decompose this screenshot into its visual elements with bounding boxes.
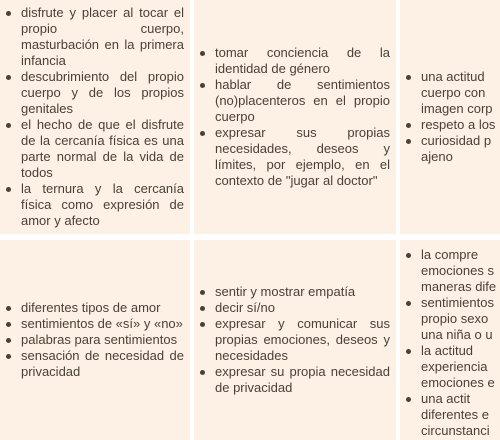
- list-item: disfrute y placer al tocar el propio cuerpo, masturbación en la primera infancia: [21, 5, 190, 69]
- line: una niña o u: [421, 327, 493, 342]
- cell-row2-col1: [0, 240, 190, 440]
- list-item: hablar de sentimientos (no)placenteros en el propio cuerpo: [215, 77, 396, 125]
- list-item: [421, 133, 500, 165]
- line: experiencia: [421, 359, 488, 374]
- line: la compre: [421, 247, 479, 262]
- list-item: expresar y comunicar sus propias emociones, deseos y necesidades: [215, 316, 396, 364]
- list-item: expresar sus propias necesidades, deseos y límites, por ejemplo, en el contexto de "jugar al doctor": [215, 125, 396, 189]
- bullet-list: [400, 69, 500, 165]
- list-item: [421, 343, 500, 391]
- line: ajeno: [421, 149, 453, 164]
- list-item: el hecho de que el disfrute de la cercanía física es una parte normal de la vida de todos: [21, 117, 190, 181]
- line: emociones e: [421, 375, 495, 390]
- line: circunstanci: [421, 423, 490, 438]
- list-item: sensación de necesidad de privacidad: [21, 348, 190, 380]
- cell-row2-col3: [400, 240, 500, 440]
- line: cuerpo con: [421, 85, 486, 100]
- line: emociones s: [421, 263, 494, 278]
- list-item: [421, 69, 500, 117]
- list-item: [421, 117, 500, 133]
- list-item: [421, 247, 500, 295]
- bullet-list: [0, 5, 190, 229]
- cell-row1-col3: [400, 0, 500, 234]
- list-item: sentimientos de «sí» y «no»: [21, 316, 190, 332]
- list-item: palabras para sentimientos: [21, 332, 190, 348]
- line: maneras dife: [421, 279, 497, 294]
- line: sentimientos: [421, 295, 494, 310]
- line: curiosidad p: [421, 133, 492, 148]
- line: respeto a los: [421, 117, 496, 132]
- list-item: [421, 391, 500, 439]
- cell-row1-col1: [0, 0, 190, 234]
- line: una actit: [421, 391, 471, 406]
- list-item: [421, 295, 500, 343]
- list-item: tomar conciencia de la identidad de género: [215, 45, 396, 77]
- list-item: expresar su propia necesidad de privacidad: [215, 364, 396, 396]
- line: la actitud: [421, 343, 474, 358]
- cell-row2-col2: [194, 240, 396, 440]
- line: propio sexo: [421, 311, 489, 326]
- bullet-list: [0, 300, 190, 380]
- line: diferentes e: [421, 407, 489, 422]
- cell-row1-col2: [194, 0, 396, 234]
- line: una actitud: [421, 69, 485, 84]
- list-item: decir sí/no: [215, 300, 396, 316]
- line: imagen corp: [421, 101, 493, 116]
- list-item: diferentes tipos de amor: [21, 300, 190, 316]
- list-item: sentir y mostrar empatía: [215, 284, 396, 300]
- bullet-list: [194, 284, 396, 396]
- bullet-list: [194, 45, 396, 189]
- bullet-list: [400, 240, 500, 439]
- list-item: la ternura y la cercanía física como expresión de amor y afecto: [21, 181, 190, 229]
- list-item: descubrimiento del propio cuerpo y de los propios genitales: [21, 69, 190, 117]
